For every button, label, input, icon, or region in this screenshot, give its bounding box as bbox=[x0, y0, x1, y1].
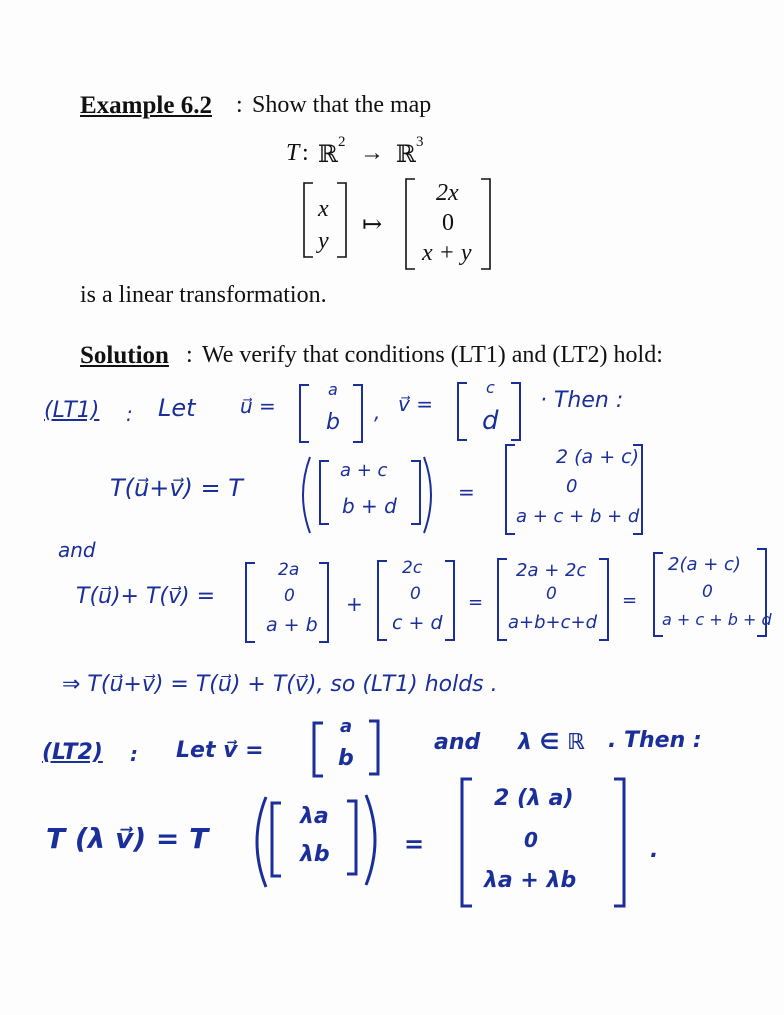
solution-label: Solution bbox=[80, 342, 169, 369]
lt1-u-lbracket bbox=[298, 384, 310, 444]
lt2-res-lbracket bbox=[460, 778, 474, 908]
output-left-bracket bbox=[404, 178, 416, 270]
lt2-colon: : bbox=[130, 742, 138, 766]
mapsto-arrow: ↦ bbox=[362, 212, 383, 238]
lt1-tv-mid: 0 bbox=[410, 584, 421, 604]
lt1-comb-bottom: a+b+c+d bbox=[508, 612, 598, 633]
lt1-fact-bottom: a + c + b + d bbox=[662, 610, 772, 629]
lt1-sum-lparen bbox=[294, 456, 312, 534]
input-x: x bbox=[318, 196, 329, 222]
lt1-v-d: d bbox=[482, 406, 499, 436]
lt2-scaled-rbracket bbox=[346, 800, 358, 876]
lt2-then: . Then : bbox=[608, 728, 702, 753]
lt1-v-vec: v⃗ = bbox=[398, 392, 433, 416]
lt1-u-a: a bbox=[328, 380, 338, 399]
output-x-plus-y: x + y bbox=[422, 240, 472, 266]
input-y: y bbox=[318, 228, 329, 254]
lt1-eq3: = bbox=[622, 590, 638, 611]
lt1-v-lbracket bbox=[456, 382, 468, 442]
lt1-colon: : bbox=[126, 402, 133, 426]
map-T: T bbox=[286, 140, 300, 166]
lt1-comma: , bbox=[374, 400, 381, 424]
lt1-tv-top: 2c bbox=[402, 558, 423, 578]
lt2-res-mid: 0 bbox=[524, 828, 538, 852]
lt1-fact-top: 2(a + c) bbox=[668, 554, 741, 575]
lt1-v-rbracket bbox=[510, 382, 522, 442]
lt1-let: Let bbox=[158, 394, 196, 422]
lt1-v-c: c bbox=[486, 378, 495, 397]
lt2-period: . bbox=[650, 838, 659, 863]
lt1-tu-bottom: a + b bbox=[266, 614, 318, 636]
lt1-tv-rbracket bbox=[444, 560, 456, 642]
lt2-lhs: T (λ v⃗) = T bbox=[46, 822, 209, 855]
map-R3: ℝ bbox=[396, 142, 416, 168]
lt2-res-rbracket bbox=[612, 778, 626, 908]
lt1-res-bottom: a + c + b + d bbox=[516, 506, 640, 527]
lt1-sum-rbracket bbox=[410, 460, 422, 526]
lt2-eq: = bbox=[404, 830, 425, 858]
map-colon: : bbox=[302, 140, 309, 166]
lt2-lambda: λ ∈ ℝ bbox=[518, 730, 585, 755]
lt2-label: (LT2) bbox=[42, 740, 103, 765]
map-exp2: 2 bbox=[338, 134, 346, 150]
output-right-bracket bbox=[480, 178, 492, 270]
lt2-rparen bbox=[364, 794, 386, 886]
map-arrow: → bbox=[360, 140, 384, 166]
lt2-scaled-top: λa bbox=[300, 804, 329, 829]
lt1-conclusion: ⇒ T(u⃗+v⃗) = T(u⃗) + T(v⃗), so (LT1) holds . bbox=[62, 672, 498, 697]
lt1-plus: + bbox=[346, 592, 363, 616]
lt1-eq1: = bbox=[458, 480, 475, 504]
lt1-comb-rbracket bbox=[598, 558, 610, 642]
lt1-tv-bottom: c + d bbox=[392, 612, 443, 634]
lt1-res-mid: 0 bbox=[566, 476, 578, 497]
lt1-then: · Then : bbox=[540, 388, 624, 413]
map-exp3: 3 bbox=[416, 134, 424, 150]
lt2-res-top: 2 (λ a) bbox=[494, 786, 574, 811]
map-R2: ℝ bbox=[318, 142, 338, 168]
example-statement: Show that the map bbox=[252, 92, 432, 118]
lt2-v-b: b bbox=[338, 746, 354, 771]
input-left-bracket bbox=[302, 182, 314, 258]
lt1-tu-top: 2a bbox=[278, 560, 300, 580]
lt1-res-rbracket bbox=[632, 444, 644, 536]
lt1-sum-rparen bbox=[422, 456, 440, 534]
input-right-bracket bbox=[336, 182, 348, 258]
output-0: 0 bbox=[442, 210, 454, 236]
lt1-u-vec: u⃗ = bbox=[240, 394, 276, 418]
lt1-sum-top: a + c bbox=[340, 460, 388, 481]
lt1-comb-mid: 0 bbox=[546, 584, 557, 604]
solution-text: We verify that conditions (LT1) and (LT2) hold: bbox=[202, 342, 663, 368]
lt2-lparen bbox=[246, 796, 268, 888]
lt1-tu-mid: 0 bbox=[284, 586, 295, 606]
lt2-v-rbracket bbox=[368, 720, 380, 776]
lt1-u-rbracket bbox=[352, 384, 364, 444]
lt2-and: and bbox=[434, 730, 481, 755]
lt2-v-lbracket bbox=[312, 722, 324, 778]
lt2-scaled-lbracket bbox=[270, 802, 282, 878]
lt1-tv-lbracket bbox=[376, 560, 388, 642]
output-2x: 2x bbox=[436, 180, 459, 206]
lt1-comb-top: 2a + 2c bbox=[516, 560, 587, 581]
lt1-label: (LT1) bbox=[44, 398, 100, 423]
lt1-sum-bottom: b + d bbox=[342, 494, 397, 518]
lt1-fact-rbracket bbox=[756, 548, 768, 638]
lt2-v-a: a bbox=[340, 716, 353, 737]
lt1-comb-lbracket bbox=[496, 558, 508, 642]
solution-colon: : bbox=[186, 342, 193, 368]
lt1-sum-lbracket bbox=[318, 460, 330, 526]
lt1-sum-lhs: T(u⃗+v⃗) = T bbox=[110, 474, 243, 502]
example-colon: : bbox=[236, 92, 243, 118]
conclusion-text: is a linear transformation. bbox=[80, 282, 327, 308]
example-label: Example 6.2 bbox=[80, 92, 212, 119]
lt2-res-bottom: λa + λb bbox=[484, 868, 577, 893]
lt1-fact-mid: 0 bbox=[702, 582, 713, 602]
lt2-let: Let v⃗ = bbox=[176, 738, 264, 763]
lt1-tu-lbracket bbox=[244, 562, 256, 644]
lt1-res-lbracket bbox=[504, 444, 516, 536]
lt2-scaled-bottom: λb bbox=[300, 842, 330, 867]
lt1-u-b: b bbox=[326, 410, 340, 435]
lt1-eq2: = bbox=[468, 592, 484, 613]
lt1-res-top: 2 (a + c) bbox=[556, 446, 640, 468]
lt1-tu-tv: T(u⃗)+ T(v⃗) = bbox=[76, 584, 216, 609]
lt1-tu-rbracket bbox=[318, 562, 330, 644]
lt1-and: and bbox=[58, 538, 96, 562]
